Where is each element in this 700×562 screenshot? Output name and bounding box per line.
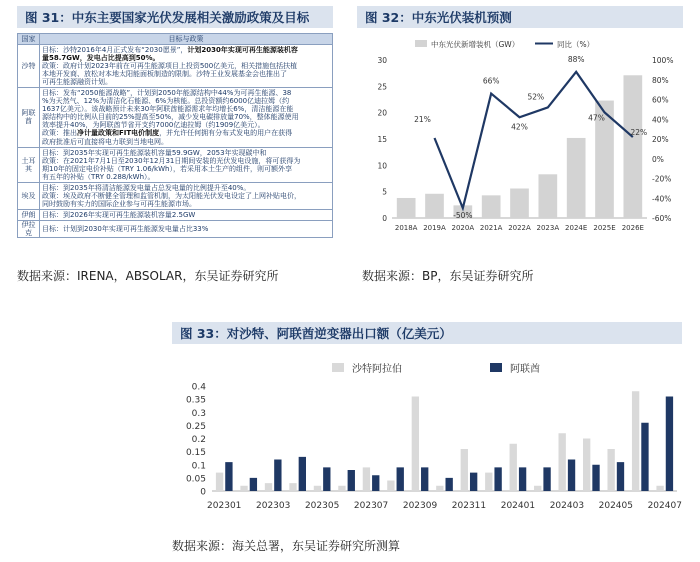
table-header-policy: 目标与政策: [40, 34, 333, 45]
data-label: 42%: [511, 122, 528, 132]
y-left-tick: 15: [377, 135, 387, 144]
bar-uae: [494, 467, 501, 491]
table-row: [18, 209, 333, 220]
fig32-title: 图 32：中东光伏装机预测: [357, 6, 683, 28]
bar-saudi: [559, 433, 566, 491]
fig31-title: 图 31：中东主要国家光伏发展相关激励政策及目标: [17, 6, 333, 28]
bar: [482, 195, 501, 218]
legend-label: 中东光伏新增装机（GW）: [431, 40, 520, 49]
policy-text: 源结构中的比例从目前的25%提高至50%，减少发电碳排放量70%，整体能源使用: [42, 113, 299, 122]
y-left-tick: 5: [382, 187, 387, 197]
policy-line: [42, 62, 330, 70]
bar-saudi: [510, 444, 517, 491]
table-row: [18, 220, 333, 237]
policy-text: 期10年的固定电价补贴（TRY 1.06/kWh），若采用本土生产的组件，则可额外享: [42, 164, 292, 173]
policy-table: [17, 33, 333, 238]
bar-uae: [446, 478, 453, 491]
table-header-country: 国家: [18, 34, 40, 45]
policy-text: 政策：推出: [42, 129, 77, 138]
bar-uae: [348, 470, 355, 491]
y-tick: 0.4: [191, 382, 206, 393]
table-row: [18, 182, 333, 209]
bar: [397, 198, 416, 218]
bar-uae: [543, 467, 550, 491]
legend-label: 阿联酋: [510, 364, 540, 375]
policy-line: [42, 184, 330, 192]
x-tick-label: 202403: [549, 501, 585, 511]
data-label: 66%: [482, 76, 500, 86]
policy-text: 政策：在2021年7月1日至2030年12月31日期间安装的光伏发电设施，将可获得为: [42, 156, 301, 165]
table-row: [18, 147, 333, 182]
y-right-tick: 100%: [652, 56, 674, 65]
policy-line: [42, 173, 330, 181]
legend-label: 沙特阿拉伯: [352, 364, 402, 375]
policy-text: 有五年的补贴（TRY 0.288/kWh）。: [42, 172, 155, 181]
bar-uae: [568, 460, 575, 492]
x-tick-label: 202305: [304, 501, 340, 511]
bar-saudi: [338, 486, 345, 491]
x-tick-label: 2019A: [423, 224, 446, 232]
bar-uae: [617, 462, 624, 491]
y-tick: 0.2: [191, 435, 206, 445]
bar-saudi: [412, 397, 419, 492]
y-left-tick: 25: [377, 82, 387, 92]
fig33-title: 图 33：对沙特、阿联酋逆变器出口额（亿美元）: [172, 322, 682, 344]
x-tick-label: 202405: [598, 501, 633, 511]
legend-swatch-saudi: [332, 363, 344, 372]
country-cell: 伊朗: [18, 209, 40, 220]
policy-line: [42, 89, 330, 97]
policy-cell: [40, 220, 333, 237]
bar-uae: [372, 475, 379, 491]
table-header-row: [18, 34, 333, 45]
legend-label: 同比（%）: [557, 40, 595, 49]
bar: [623, 75, 642, 218]
y-left-tick: 30: [377, 56, 387, 65]
policy-text: 目标：到2026年实现可再生能源装机容量2.5GW: [42, 210, 196, 219]
bar-saudi: [485, 473, 492, 491]
bar-saudi: [632, 391, 639, 491]
policy-text: 目标：发布“2050能源战略”，计划到2050年能源结构中44%为可再生能源、38: [42, 89, 292, 98]
policy-text: 政策：政府计划2023年前在可再生能源项目上投资500亿美元，相关措施包括扶植: [42, 62, 298, 71]
bar-uae: [421, 467, 428, 491]
policy-text: 同时鼓励有实力的国际企业参与可再生能源市场。: [42, 199, 196, 208]
bar-saudi: [656, 486, 663, 491]
bar-saudi: [583, 439, 590, 492]
bar-saudi: [265, 483, 272, 491]
policy-cell: [40, 182, 333, 209]
bar-saudi: [436, 486, 443, 491]
policy-line: [42, 200, 330, 208]
data-label: 21%: [414, 115, 431, 125]
country-cell: 伊拉克: [18, 220, 40, 237]
policy-text: 目标：到2035年将清洁能源发电量占总发电量的比例提升至40%。: [42, 183, 251, 192]
bar-uae: [666, 397, 673, 492]
bar-saudi: [314, 486, 321, 491]
policy-line: [42, 129, 330, 137]
bar-saudi: [534, 486, 541, 491]
bar-saudi: [216, 473, 223, 491]
table-row: [18, 45, 333, 88]
policy-line: [42, 70, 330, 78]
y-right-tick: 0%: [652, 154, 664, 164]
country-cell: 土耳其: [18, 147, 40, 182]
y-right-tick: 40%: [652, 115, 669, 125]
policy-text: 政府批准后可直接将电力联到当地电网。: [42, 137, 168, 146]
policy-line: [42, 105, 330, 113]
policy-cell: [40, 147, 333, 182]
policy-line: [42, 121, 330, 129]
policy-line: [42, 165, 330, 173]
policy-text: %为天然气、12%为清洁化石能源、6%为核能。总投资额约6000亿迪拉姆（约: [42, 97, 290, 106]
fig33-chart: [172, 348, 684, 528]
x-tick-label: 2021A: [479, 224, 503, 232]
policy-highlight: 量58.7GW，发电占比提高到50%。: [42, 54, 160, 63]
y-tick: 0.15: [185, 448, 206, 459]
country-cell: 阿联酋: [18, 88, 40, 147]
y-right-tick: 20%: [652, 135, 669, 144]
x-tick-label: 202407: [647, 501, 682, 511]
y-tick: 0.25: [185, 421, 206, 432]
legend-swatch-bar: [415, 40, 427, 47]
policy-line: [42, 78, 330, 86]
y-tick: 0.35: [185, 395, 206, 406]
bar-saudi: [289, 483, 296, 491]
x-tick-label: 202311: [451, 501, 487, 511]
y-left-tick: 10: [377, 161, 387, 171]
policy-line: [42, 211, 330, 219]
policy-text: 目标：到2035年实现可再生能源装机容量59.9GW，2053年实现碳中和: [42, 148, 267, 157]
policy-line: [42, 149, 330, 157]
policy-line: [42, 192, 330, 200]
policy-text: 目标：沙特2016年4月正式发布“2030愿景”，: [42, 46, 188, 54]
data-label: 22%: [630, 128, 648, 138]
policy-cell: [40, 88, 333, 147]
data-label: 52%: [527, 92, 545, 102]
bar: [425, 194, 444, 218]
y-tick: 0.3: [191, 408, 206, 419]
policy-cell: [40, 209, 333, 220]
y-right-tick: 60%: [652, 95, 669, 105]
bar-uae: [397, 467, 404, 491]
data-label: 88%: [567, 54, 585, 64]
policy-text: 本地开发商、放松对本地太阳能面板制造的限制。沙特王业发展基金会也推出了: [42, 70, 287, 79]
bar-saudi: [387, 481, 394, 492]
y-right-tick: 80%: [652, 75, 669, 85]
data-label: -50%: [453, 211, 473, 221]
y-tick: 0: [200, 487, 206, 498]
country-cell: 埃及: [18, 182, 40, 209]
x-tick-label: 202307: [353, 501, 389, 511]
x-tick-label: 2025E: [593, 224, 616, 232]
country-cell: 沙特: [18, 45, 40, 88]
policy-text: 1637亿美元）。该战略预计未来30年阿联酋能源需求年均增长6%，清洁能源在能: [42, 105, 294, 114]
policy-line: [42, 97, 330, 105]
policy-text: ，并允许任何拥有分布式发电的用户在获得: [159, 129, 293, 138]
y-right-tick: -60%: [652, 214, 672, 223]
y-left-tick: 0: [382, 214, 387, 223]
x-tick-label: 202303: [256, 501, 291, 511]
x-tick-label: 202309: [402, 501, 438, 511]
policy-text: 目标：计划到2030年实现可再生能源发电量占比33%: [42, 224, 209, 233]
policy-cell: [40, 45, 333, 88]
policy-line: [42, 113, 330, 121]
bar-uae: [299, 457, 306, 491]
policy-line: [42, 138, 330, 146]
x-tick-label: 2026E: [621, 224, 644, 232]
policy-text: 政策：埃及政府不断健全管理和监管机制，为太阳能光伏发电设定了上网补贴电价，: [42, 191, 301, 200]
fig32-chart: [357, 30, 683, 250]
bar-uae: [323, 467, 330, 491]
bar-uae: [641, 423, 648, 491]
policy-line: [42, 157, 330, 165]
bar-uae: [250, 478, 257, 491]
table-row: [18, 88, 333, 147]
policy-line: [42, 225, 330, 233]
bar: [510, 189, 529, 218]
bar-saudi: [240, 486, 247, 491]
y-tick: 0.1: [191, 461, 206, 472]
x-tick-label: 2023A: [536, 224, 560, 232]
policy-line: [42, 54, 330, 62]
policy-text: 可再生能源融资计划。: [42, 78, 112, 87]
bar-uae: [274, 460, 281, 492]
y-right-tick: -40%: [652, 194, 672, 204]
policy-highlight: 计划2030年实现可再生能源装机容: [187, 46, 298, 54]
x-tick-label: 2022A: [508, 224, 531, 232]
policy-text: 效率提升40%，为阿联酋节省开支约7000亿迪拉姆（约1909亿美元）。: [42, 121, 265, 130]
bar-uae: [592, 465, 599, 491]
x-tick-label: 2018A: [394, 224, 418, 232]
bar-saudi: [461, 449, 468, 491]
bar-uae: [470, 473, 477, 491]
x-tick-label: 202401: [500, 501, 536, 511]
y-left-tick: 20: [377, 108, 387, 118]
x-tick-label: 2024E: [565, 224, 588, 232]
bar: [538, 174, 557, 218]
policy-line: [42, 46, 330, 54]
bar-saudi: [607, 449, 614, 491]
fig31-source: 数据来源：IRENA，ABSOLAR，东吴证券研究所: [17, 269, 279, 283]
y-tick: 0.05: [185, 474, 206, 485]
data-label: 47%: [588, 113, 605, 123]
fig32-source: 数据来源：BP，东吴证券研究所: [362, 269, 534, 283]
bar: [567, 138, 586, 218]
fig33-source: 数据来源：海关总署，东吴证券研究所测算: [172, 539, 401, 553]
bar-saudi: [363, 467, 370, 491]
bar-uae: [519, 467, 526, 491]
bar-uae: [225, 462, 232, 491]
x-tick-label: 202301: [207, 501, 242, 511]
legend-swatch-uae: [490, 363, 502, 372]
policy-highlight: 净计量政策和FIT电价制度: [77, 129, 160, 138]
y-right-tick: -20%: [652, 174, 672, 184]
x-tick-label: 2020A: [451, 224, 475, 232]
